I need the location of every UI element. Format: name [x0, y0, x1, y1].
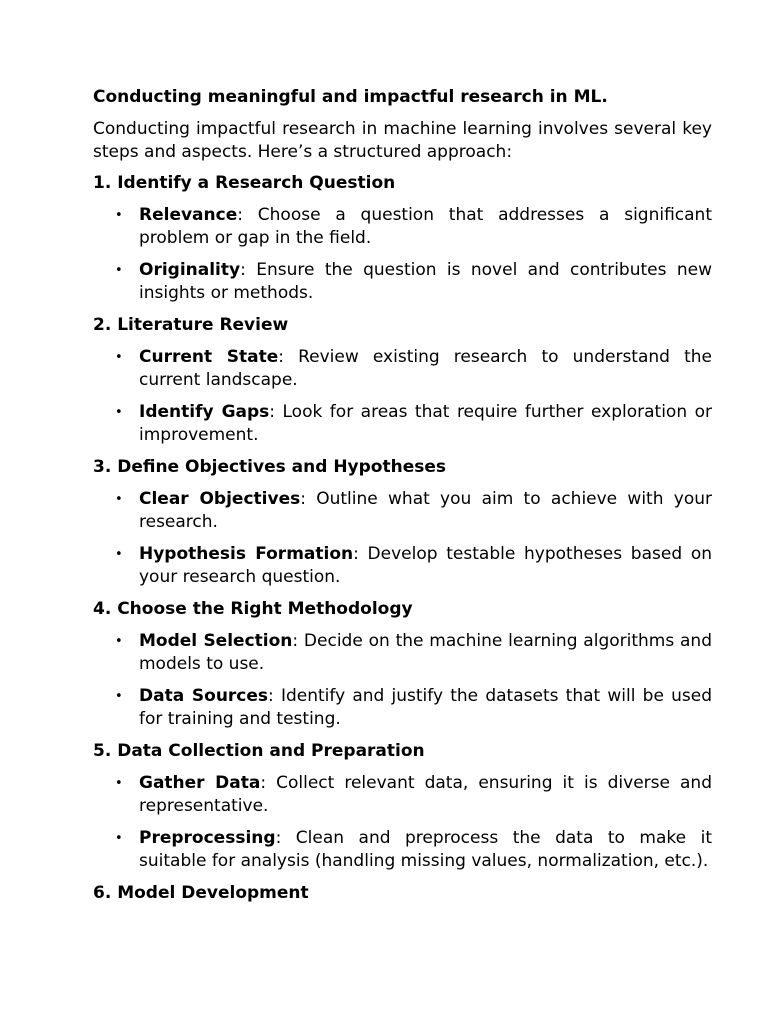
list-item — [93, 543, 712, 589]
bullet-term: Data Sources — [139, 686, 269, 706]
bullet-term: Preprocessing — [139, 828, 276, 848]
bullet-icon: • — [115, 350, 123, 365]
bullet-text: : Ensure the question is novel and contributes new insights or methods. — [139, 260, 712, 303]
list-item — [93, 346, 712, 392]
bullet-term: Identify Gaps — [139, 402, 270, 422]
bullet-text: : Look for areas that require further exploration or improvement. — [139, 402, 712, 445]
list-item — [93, 772, 712, 818]
bullet-list — [93, 346, 712, 447]
bullet-icon: • — [115, 263, 123, 278]
section-heading: 1. Identify a Research Question — [93, 173, 396, 193]
section-heading: 6. Model Development — [93, 883, 309, 903]
bullet-term: Relevance — [139, 205, 238, 225]
list-item — [93, 827, 712, 873]
bullet-text: : Collect relevant data, ensuring it is diverse and representative. — [139, 773, 713, 816]
section-heading: 4. Choose the Right Methodology — [93, 599, 413, 619]
bullet-term: Originality — [139, 260, 241, 280]
bullet-list — [93, 630, 712, 731]
bullet-text: : Develop testable hypotheses based on your research question. — [139, 544, 713, 587]
bullet-term: Clear Objectives — [139, 489, 301, 509]
bullet-list — [93, 488, 712, 589]
list-item — [93, 630, 712, 676]
bullet-icon: • — [115, 547, 123, 562]
bullet-text: : Choose a question that addresses a significant problem or gap in the field. — [139, 205, 712, 248]
bullet-term: Hypothesis Formation — [139, 544, 354, 564]
bullet-term: Model Selection — [139, 631, 293, 651]
intro-paragraph: Conducting impactful research in machine learning involves several key steps and aspects. Here’s a structured approach: — [93, 119, 712, 162]
bullet-icon: • — [115, 208, 123, 223]
bullet-text: : Outline what you aim to achieve with your research. — [139, 489, 712, 532]
bullet-text: : Review existing research to understand the current landscape. — [139, 347, 712, 390]
bullet-icon: • — [115, 405, 123, 420]
list-item — [93, 685, 712, 731]
bullet-text: : Decide on the machine learning algorithms and models to use. — [139, 631, 712, 674]
bullet-text: : Clean and preprocess the data to make it suitable for analysis (handling missing values, normalization, etc.). — [139, 828, 712, 871]
list-item — [93, 488, 712, 534]
section-heading: 2. Literature Review — [93, 315, 289, 335]
bullet-term: Current State — [139, 347, 279, 367]
bullet-text: : Identify and justify the datasets that will be used for training and testing. — [139, 686, 713, 729]
section-heading: 5. Data Collection and Preparation — [93, 741, 425, 761]
list-item — [93, 401, 712, 447]
bullet-icon: • — [115, 634, 123, 649]
bullet-list — [93, 204, 712, 305]
list-item — [93, 204, 712, 250]
sections-container — [93, 172, 712, 905]
bullet-icon: • — [115, 689, 123, 704]
bullet-term: Gather Data — [139, 773, 261, 793]
section-heading: 3. Define Objectives and Hypotheses — [93, 457, 446, 477]
bullet-icon: • — [115, 492, 123, 507]
document-title: Conducting meaningful and impactful research in ML. — [93, 87, 608, 107]
bullet-icon: • — [115, 831, 123, 846]
list-item — [93, 259, 712, 305]
bullet-list — [93, 772, 712, 873]
bullet-icon: • — [115, 776, 123, 791]
